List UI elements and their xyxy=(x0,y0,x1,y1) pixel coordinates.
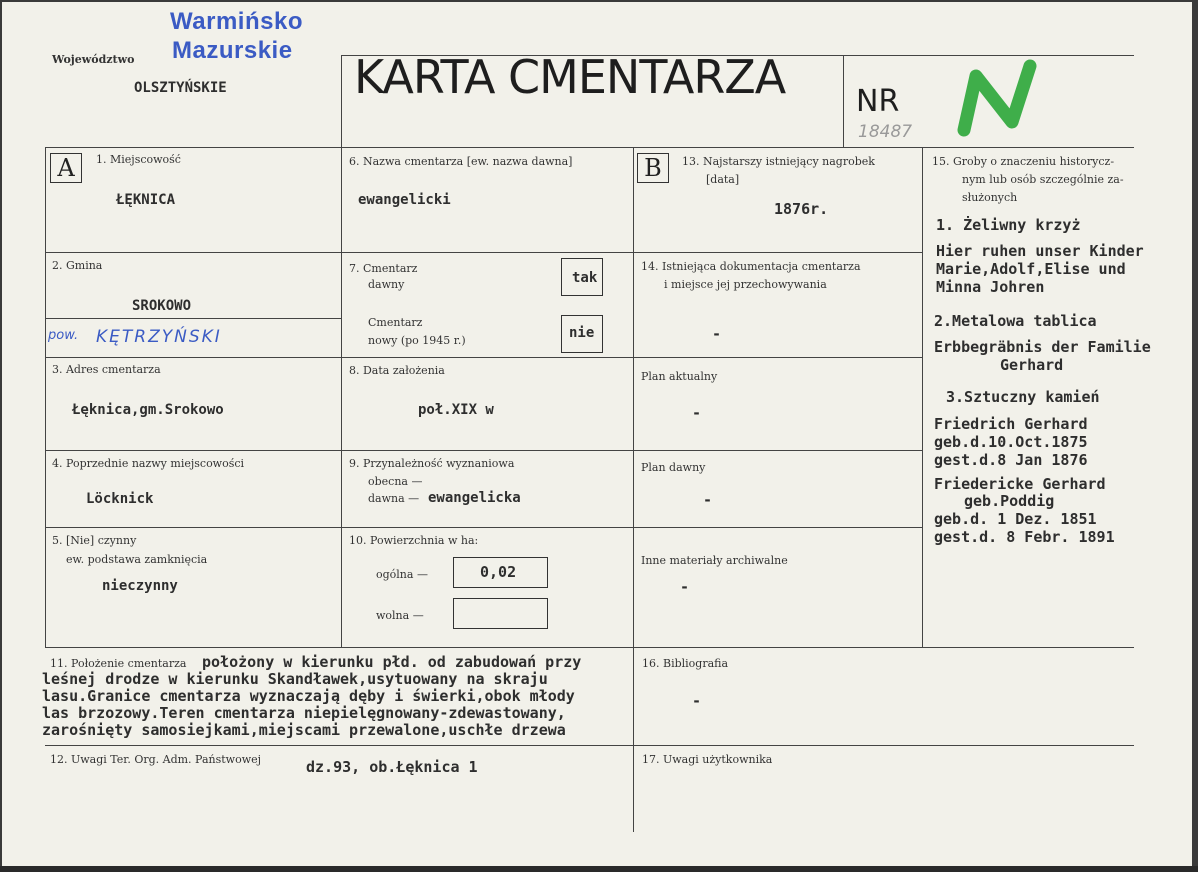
plan-dawny-value: - xyxy=(703,491,713,509)
f11-line1: położony w kierunku płd. od zabudowań przy xyxy=(202,653,582,671)
f7-dawny: dawny xyxy=(368,278,405,291)
f11-line4: las brzozowy.Teren cmentarza niepielęgnowany-zdewastowany, xyxy=(42,704,566,722)
nr-divider xyxy=(843,55,844,147)
a-rule-3 xyxy=(45,450,341,451)
title-divider-left xyxy=(341,55,342,147)
powiat-value: KĘTRZYŃSKI xyxy=(96,327,222,347)
green-n-mark xyxy=(950,58,1050,138)
a-rule-4 xyxy=(45,527,341,528)
f10-wolna-box xyxy=(453,598,548,629)
nr-label: NR xyxy=(856,84,900,119)
page-title: KARTA CMENTARZA xyxy=(354,50,786,104)
stamp-line1: Warmińsko xyxy=(170,8,303,35)
f7-dawny-value: tak xyxy=(572,270,598,286)
f6-value: ewangelicki xyxy=(358,192,451,208)
nr-rule-top xyxy=(843,55,1134,56)
f1-value: ŁĘKNICA xyxy=(116,192,176,208)
card-border-bottom xyxy=(0,866,1198,872)
f7-label: 7. Cmentarz xyxy=(349,262,418,275)
col3-rule-4 xyxy=(633,527,922,528)
f15-line-10: geb.d.10.Oct.1875 xyxy=(934,433,1088,451)
f2-value: SROKOWO xyxy=(132,298,192,314)
card-border-top xyxy=(0,0,1198,2)
f12-label: 12. Uwagi Ter. Org. Adm. Państwowej xyxy=(50,753,262,766)
f16-value: - xyxy=(692,692,702,710)
col2-rule-4 xyxy=(341,527,633,528)
f7-nowy-line1: Cmentarz xyxy=(368,316,423,329)
f15-line-15: gest.d. 8 Febr. 1891 xyxy=(934,528,1115,546)
f15-line-6: Erbbegräbnis der Familie xyxy=(934,338,1151,356)
inne-materialy-value: - xyxy=(680,578,690,596)
f10-label: 10. Powierzchnia w ha: xyxy=(349,534,479,547)
f4-value: Löcknick xyxy=(86,491,154,507)
f11-label: 11. Położenie cmentarza xyxy=(50,657,187,670)
f8-value: poł.XIX w xyxy=(418,402,494,418)
f17-label: 17. Uwagi użytkownika xyxy=(642,753,773,766)
f13-label-line2: [data] xyxy=(706,173,740,186)
a-rule-gmina-under xyxy=(45,318,341,319)
f1-label: 1. Miejscowość xyxy=(96,153,181,166)
section-a-letter: A xyxy=(50,153,82,183)
nr-pencil-number: 18487 xyxy=(858,122,913,142)
a-rule-1 xyxy=(45,252,341,253)
f14-value: - xyxy=(712,325,722,343)
f11-line3: lasu.Granice cmentarza wyznaczają dęby i świerki,obok młody xyxy=(42,687,575,705)
f7-nowy-line2: nowy (po 1945 r.) xyxy=(368,334,466,347)
f15-line-4: Minna Johren xyxy=(936,278,1045,296)
f9-dawna-value: ewangelicka xyxy=(428,490,521,506)
wojewodztwo-value: OLSZTYŃSKIE xyxy=(134,80,227,96)
f15-label-line3: służonych xyxy=(962,191,1018,204)
f3-label: 3. Adres cmentarza xyxy=(52,363,161,376)
f2-label: 2. Gmina xyxy=(52,259,103,272)
f15-label-line1: 15. Groby o znaczeniu historycz- xyxy=(932,155,1115,168)
section-b-letter: B xyxy=(637,153,669,183)
grid-rule-top xyxy=(45,147,1134,148)
col3-rule-1 xyxy=(633,252,922,253)
f4-label: 4. Poprzednie nazwy miejscowości xyxy=(52,457,245,470)
f10-ogolna: ogólna — xyxy=(376,568,428,581)
f12-value: dz.93, ob.Łęknica 1 xyxy=(306,758,478,776)
f15-line-5: 2.Metalowa tablica xyxy=(934,312,1097,330)
powiat-prefix: pow. xyxy=(48,328,79,343)
plan-dawny-label: Plan dawny xyxy=(641,461,706,474)
f15-line-2: Hier ruhen unser Kinder xyxy=(936,242,1144,260)
f8-label: 8. Data założenia xyxy=(349,364,445,377)
f16-label: 16. Bibliografia xyxy=(642,657,729,670)
f10-ogolna-value: 0,02 xyxy=(480,563,517,581)
f15-line-1: 1. Żeliwny krzyż xyxy=(936,216,1081,234)
f5-label-line2: ew. podstawa zamknięcia xyxy=(66,553,208,566)
f3-value: Łęknica,gm.Srokowo xyxy=(72,402,224,418)
f5-value: nieczynny xyxy=(102,578,178,594)
f15-line-9: Friedrich Gerhard xyxy=(934,415,1088,433)
f15-line-11: gest.d.8 Jan 1876 xyxy=(934,451,1088,469)
grid-left-edge xyxy=(45,147,46,647)
f11-line2: leśnej drodze w kierunku Skandławek,usytuowany na skraju xyxy=(42,670,548,688)
plan-aktualny-label: Plan aktualny xyxy=(641,370,718,383)
card-border-left xyxy=(0,0,2,872)
f15-line-12: Friedericke Gerhard xyxy=(934,475,1106,493)
f13-label-line1: 13. Najstarszy istniejący nagrobek xyxy=(682,155,875,168)
grid-col3-left xyxy=(633,147,634,832)
f15-line-8: 3.Sztuczny kamień xyxy=(946,388,1100,406)
col2-rule-2 xyxy=(341,357,633,358)
f6-label: 6. Nazwa cmentarza [ew. nazwa dawna] xyxy=(349,155,573,168)
f15-label-line2: nym lub osób szczególnie za- xyxy=(962,173,1124,186)
f14-label-line1: 14. Istniejąca dokumentacja cmentarza xyxy=(641,260,861,273)
grid-rule-bottom-2 xyxy=(45,745,1134,746)
stamp-line2: Mazurskie xyxy=(172,37,293,64)
f15-line-13: geb.Poddig xyxy=(964,492,1055,510)
f5-label-line1: 5. [Nie] czynny xyxy=(52,534,137,547)
f15-line-3: Marie,Adolf,Elise und xyxy=(936,260,1126,278)
col2-rule-1 xyxy=(341,252,633,253)
f15-line-14: geb.d. 1 Dez. 1851 xyxy=(934,510,1097,528)
grid-col2-left xyxy=(341,147,342,647)
f7-nowy-value: nie xyxy=(569,325,595,341)
f14-label-line2: i miejsce jej przechowywania xyxy=(664,278,827,291)
col3-rule-2 xyxy=(633,357,922,358)
col2-rule-3 xyxy=(341,450,633,451)
card-border-right xyxy=(1192,0,1198,872)
f9-label: 9. Przynależność wyznaniowa xyxy=(349,457,515,470)
f15-line-7: Gerhard xyxy=(1000,356,1064,374)
a-rule-2 xyxy=(45,357,341,358)
grid-col4-left xyxy=(922,147,923,647)
plan-aktualny-value: - xyxy=(692,404,702,422)
col3-rule-3 xyxy=(633,450,922,451)
f9-dawna: dawna — xyxy=(368,492,420,505)
f11-line5: zarośnięty samosiejkami,miejscami przewalone,uschłe drzewa xyxy=(42,721,566,739)
inne-materialy-label: Inne materiały archiwalne xyxy=(641,554,788,567)
f13-value: 1876r. xyxy=(774,200,829,218)
f10-wolna: wolna — xyxy=(376,609,424,622)
f9-obecna: obecna — xyxy=(368,475,423,488)
wojewodztwo-label: Województwo xyxy=(52,53,135,66)
grid-rule-bottom-1 xyxy=(45,647,1134,648)
